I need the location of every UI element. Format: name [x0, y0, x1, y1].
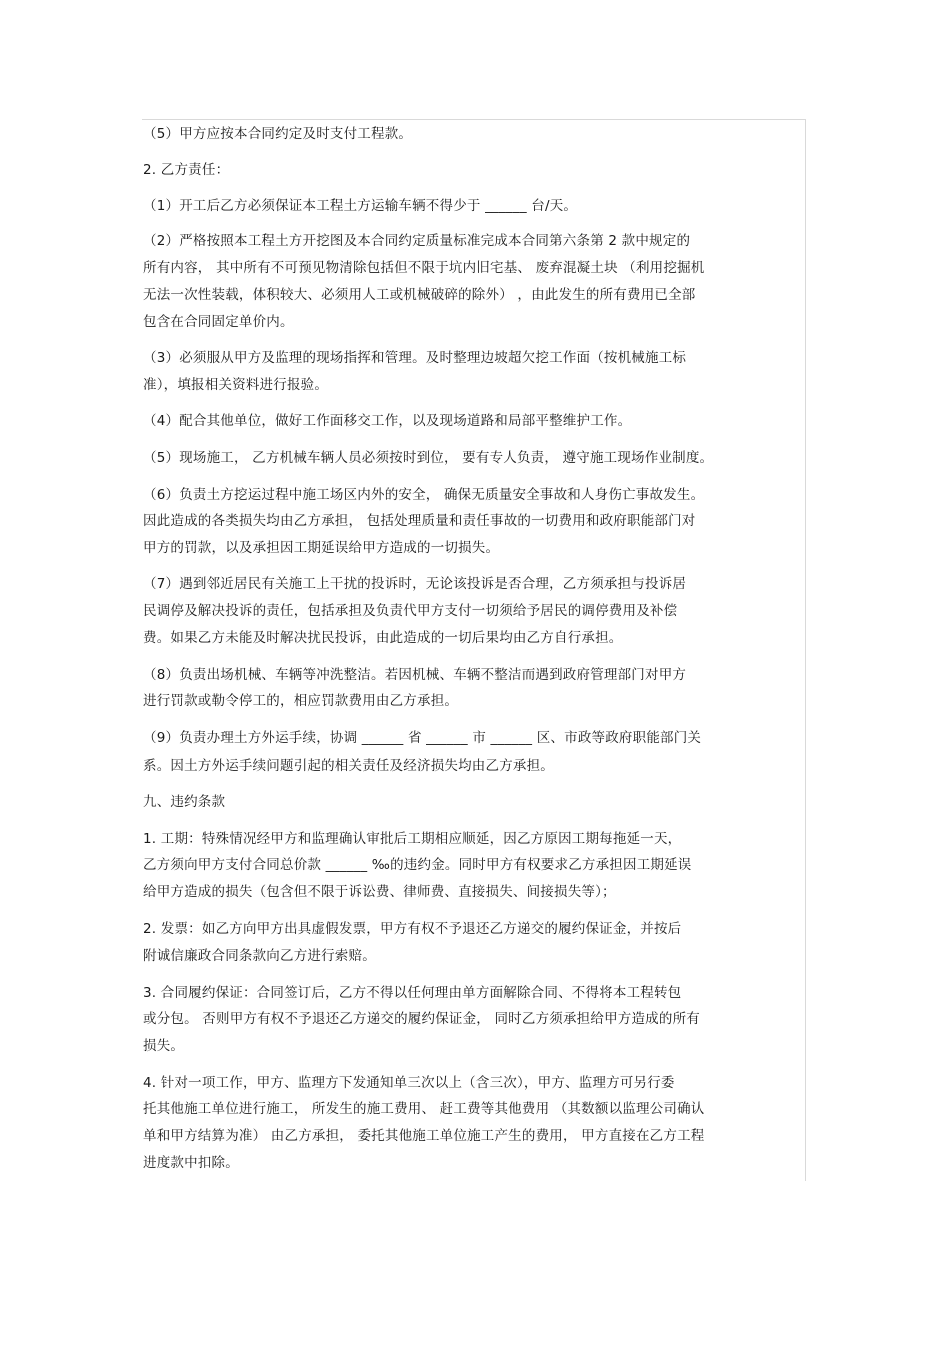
text-line: 2. 发票：如乙方向甲方出具虚假发票，甲方有权不予退还乙方递交的履约保证金，并按后: [143, 921, 682, 937]
text-line: 附诚信廉政合同条款向乙方进行索赔。: [143, 948, 376, 964]
text-line: （8）负责出场机械、车辆等冲洗整洁。若因机械、车辆不整洁而遇到政府管理部门对甲方: [143, 667, 687, 683]
text-line: （6）负责土方挖运过程中施工场区内外的安全， 确保无质量安全事故和人身伤亡事故发生。: [143, 487, 705, 503]
text-line: 费。如果乙方未能及时解决扰民投诉，由此造成的一切后果均由乙方自行承担。: [143, 630, 623, 646]
text-line: （7）遇到邻近居民有关施工上干扰的投诉时，无论该投诉是否合理，乙方须承担与投诉居: [143, 576, 687, 592]
text-line: 系。因土方外运手续问题引起的相关责任及经济损失均由乙方承担。: [143, 758, 554, 774]
text-line: 1. 工期：特殊情况经甲方和监理确认审批后工期相应顺延，因乙方原因工期每拖延一天，: [143, 831, 682, 847]
text-line: 损失。: [143, 1038, 185, 1054]
text-line: 托其他施工单位进行施工， 所发生的施工费用、 赶工费等其他费用 （其数额以监理公司确认: [143, 1101, 705, 1117]
text-line: 包含在合同固定单价内。: [143, 314, 294, 330]
text-line: 4. 针对一项工作，甲方、监理方下发通知单三次以上（含三次），甲方、监理方可另行委: [143, 1075, 675, 1091]
text-line: 因此造成的各类损失均由乙方承担， 包括处理质量和责任事故的一切费用和政府职能部门对: [143, 513, 696, 529]
text-line: 所有内容， 其中所有不可预见物清除包括但不限于坑内旧宅基、 废弃混凝土块 （利用挖掘机: [143, 260, 705, 276]
text-line: 或分包。 否则甲方有权不予退还乙方递交的履约保证金， 同时乙方须承担给甲方造成的所有: [143, 1011, 700, 1027]
text-line: 3. 合同履约保证：合同签订后，乙方不得以任何理由单方面解除合同、不得将本工程转包: [143, 985, 682, 1001]
section-heading: 九、违约条款: [143, 794, 226, 810]
text-line: 给甲方造成的损失（包含但不限于诉讼费、律师费、直接损失、间接损失等）；: [143, 884, 616, 900]
text-line: （1）开工后乙方必须保证本工程土方运输车辆不得少于 ______ 台/天。: [143, 198, 578, 214]
text-line: 单和甲方结算为准） 由乙方承担， 委托其他施工单位施工产生的费用， 甲方直接在乙方工程: [143, 1128, 705, 1144]
text-line: （2）严格按照本工程土方开挖图及本合同约定质量标准完成本合同第六条第 2 款中规定的: [143, 233, 691, 249]
text-line: （3）必须服从甲方及监理的现场指挥和管理。及时整理边坡超欠挖工作面（按机械施工标: [143, 350, 687, 366]
text-line: （4）配合其他单位，做好工作面移交工作，以及现场道路和局部平整维护工作。: [143, 413, 632, 429]
text-line: （5）甲方应按本合同约定及时支付工程款。: [143, 126, 413, 142]
text-line: 甲方的罚款，以及承担因工期延误给甲方造成的一切损失。: [143, 540, 500, 556]
text-line: 民调停及解决投诉的责任，包括承担及负责代甲方支付一切须给予居民的调停费用及补偿: [143, 603, 678, 619]
text-line: （9）负责办理土方外运手续，协调 ______ 省 ______ 市 ______ 区、市政等政府职能部门关: [143, 730, 702, 746]
text-line: 进行罚款或勒令停工的，相应罚款费用由乙方承担。: [143, 693, 459, 709]
text-line: 乙方须向甲方支付合同总价款 ______ ‰的违约金。同时甲方有权要求乙方承担因工期延误: [143, 857, 692, 873]
text-line: （5）现场施工， 乙方机械车辆人员必须按时到位， 要有专人负责， 遵守施工现场作业制度。: [143, 450, 714, 466]
text-line: 进度款中扣除。: [143, 1155, 239, 1171]
text-line: 2. 乙方责任：: [143, 162, 230, 178]
text-line: 无法一次性装载，体积较大、必须用人工或机械破碎的除外） ，由此发生的所有费用已全部: [143, 287, 696, 303]
text-line: 准），填报相关资料进行报验。: [143, 377, 329, 393]
